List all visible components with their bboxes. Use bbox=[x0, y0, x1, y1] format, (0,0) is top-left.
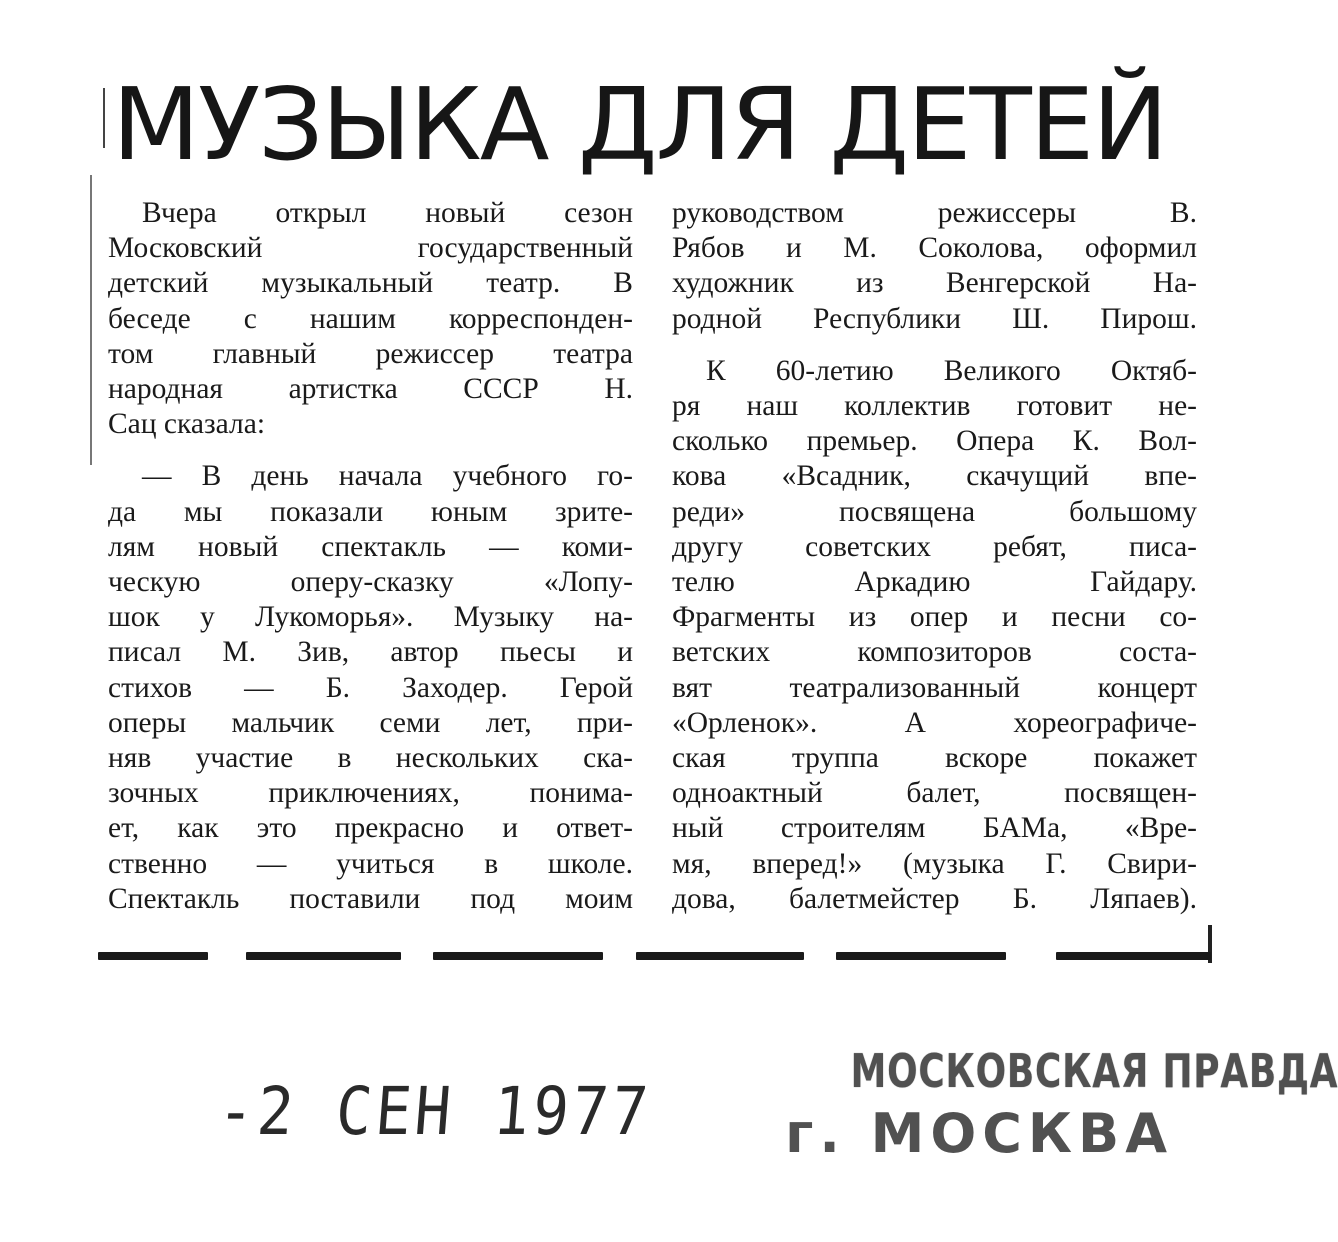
text-line: ря наш коллектив готовит не- bbox=[672, 390, 1197, 423]
paragraph bbox=[672, 196, 1197, 337]
text-line: народная артистка СССР Н. bbox=[108, 373, 633, 406]
text-line: телю Аркадию Гайдару. bbox=[672, 566, 1197, 599]
newspaper-name: МОСКОВСКАЯ ПРАВДА bbox=[850, 1044, 1338, 1098]
text-line: детский музыкальный театр. В bbox=[108, 267, 633, 300]
article-column-left bbox=[108, 196, 633, 917]
text-line: Спектакль поставили под моим bbox=[108, 882, 633, 915]
text-line: — В день начала учебного го- bbox=[142, 460, 633, 493]
text-line: стихов — Б. Заходер. Герой bbox=[108, 671, 633, 704]
text-line: лям новый спектакль — коми- bbox=[108, 530, 633, 563]
text-line: Рябов и М. Соколова, оформил bbox=[672, 232, 1197, 265]
text-line: ственно — учиться в школе. bbox=[108, 847, 633, 880]
text-line: оперы мальчик семи лет, при- bbox=[108, 706, 633, 739]
paragraph bbox=[108, 459, 633, 917]
text-line: том главный режиссер театра bbox=[108, 337, 633, 370]
date-stamp: -2 СЕН 1977 bbox=[215, 1073, 655, 1150]
article-column-right bbox=[672, 196, 1197, 917]
text-line: «Орленок». А хореографиче- bbox=[672, 706, 1197, 739]
text-line: родной Республики Ш. Пирош. bbox=[672, 302, 1197, 335]
text-line: беседе с нашим корреспонден- bbox=[108, 302, 633, 335]
text-line: Московский государственный bbox=[108, 232, 633, 265]
text-line: ческую оперу-сказку «Лопу- bbox=[108, 566, 633, 599]
column-rule bbox=[90, 175, 92, 465]
text-line: писал М. Зив, автор пьесы и bbox=[108, 636, 633, 669]
column-rule bbox=[103, 88, 105, 148]
text-line: Вчера открыл новый сезон bbox=[142, 197, 633, 229]
article-headline: МУЗЫКА ДЛЯ ДЕТЕЙ bbox=[112, 66, 1167, 183]
text-line: одноактный балет, посвящен- bbox=[672, 777, 1197, 810]
text-line: шок у Лукоморья». Музыку на- bbox=[108, 601, 633, 634]
text-line: реди» посвящена большому bbox=[672, 495, 1197, 528]
text-line: ская труппа вскоре покажет bbox=[672, 742, 1197, 775]
text-line: мя, вперед!» (музыка Г. Свири- bbox=[672, 847, 1197, 880]
text-line: ветских композиторов соста- bbox=[672, 636, 1197, 669]
text-line: вят театрализованный концерт bbox=[672, 671, 1197, 704]
text-line: ет, как это прекрасно и ответ- bbox=[108, 812, 633, 845]
text-line: да мы показали юным зрите- bbox=[108, 495, 633, 528]
text-line: Фрагменты из опер и песни со- bbox=[672, 601, 1197, 634]
text-line: художник из Венгерской На- bbox=[672, 267, 1197, 300]
text-line: няв участие в нескольких ска- bbox=[108, 742, 633, 775]
text-line: руководством режиссеры В. bbox=[672, 197, 1197, 229]
paragraph bbox=[672, 354, 1197, 917]
text-line: дова, балетмейстер Б. Ляпаев). bbox=[672, 882, 1197, 915]
text-line: ный строителям БАМа, «Вре- bbox=[672, 812, 1197, 845]
text-line: другу советских ребят, писа- bbox=[672, 530, 1197, 563]
newspaper-stamp bbox=[745, 1040, 1338, 1170]
newspaper-city: г. МОСКВА bbox=[785, 1102, 1173, 1165]
text-line: сколько премьер. Опера К. Вол- bbox=[672, 425, 1197, 458]
text-line: Сац сказала: bbox=[108, 408, 266, 441]
text-line: К 60-летию Великого Октяб- bbox=[706, 354, 1197, 387]
paragraph bbox=[108, 196, 633, 442]
text-line: кова «Всадник, скачущий впе- bbox=[672, 460, 1197, 493]
dashed-divider bbox=[98, 952, 1213, 966]
text-line: зочных приключениях, понима- bbox=[108, 777, 633, 810]
